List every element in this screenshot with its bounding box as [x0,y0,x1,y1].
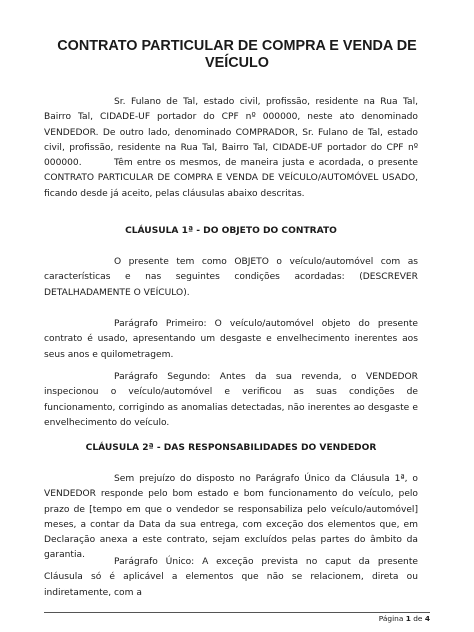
page-label: Página [378,614,404,623]
current-page-number: 1 [405,614,411,623]
intro-paragraph-parties: Sr. Fulano de Tal, estado civil, profissão, residente na Rua Tal, Bairro Tal, CIDADE-UF portador do CPF nº 000000, neste ato denominado VENDEDOR. De outro lado, denominado COMPRADOR, Sr. Fulano de Tal, estado civil, profissão, residente na Rua Tal, Bairro Tal, CIDADE-UF portador do CPF nº 000000. [44,97,418,169]
page-number-footer [379,614,430,624]
page-of-label: de [413,614,423,623]
clause-1-second-paragraph: Parágrafo Segundo: Antes da sua revenda, o VENDEDOR inspecionou o veículo/automóvel e verificou as suas condições de funcionamento, corrigindo as anomalias detectadas, não inerentes ao desgaste e envelhecimento do veículo. [44,372,418,428]
clause-1-first-paragraph: Parágrafo Primeiro: O veículo/automóvel objeto do presente contrato é usado, apresentando um desgaste e envelhecimento inerentes aos seus anos e quilometragem. [44,319,418,360]
clause-2-sole-paragraph: Parágrafo Único: A exceção prevista no caput da presente Cláusula só é aplicável a elementos que não se relacionem, direta ou indiretamente, com a [44,557,418,598]
total-pages-number: 4 [424,614,430,623]
clause-2-caput-paragraph: Sem prejuízo do disposto no Parágrafo Único da Cláusula 1ª, o VENDEDOR responde pelo bom estado e bom funcionamento do veículo, pelo prazo de [tempo em que o vendedor se responsabiliza pelo veículo/automóvel] meses, a contar da Data da sua entrega, com exceção dos elementos que, em Declaração anexa a este contrato, sejam excluídos pelas partes do âmbito da garantia. [44,474,418,561]
clause-1-heading: CLÁUSULA 1ª - DO OBJETO DO CONTRATO [125,226,337,236]
clause-2-heading: CLÁUSULA 2ª - DAS RESPONSABILIDADES DO VENDEDOR [85,443,377,453]
clause-1-object-paragraph: O presente tem como OBJETO o veículo/automóvel com as características e nas seguintes condições acordadas: (DESCREVER DETALHADAMENTE O VEÍCULO). [44,257,418,298]
footer-divider [44,612,430,613]
document-title: CONTRATO PARTICULAR DE COMPRA E VENDA DE VEÍCULO [57,38,417,71]
intro-paragraph-agreement: Têm entre os mesmos, de maneira justa e acordada, o presente CONTRATO PARTICULAR DE COMPRA E VENDA DE VEÍCULO/AUTOMÓVEL USADO, ficando desde já aceito, pelas cláusulas abaixo descritas. [44,158,418,199]
